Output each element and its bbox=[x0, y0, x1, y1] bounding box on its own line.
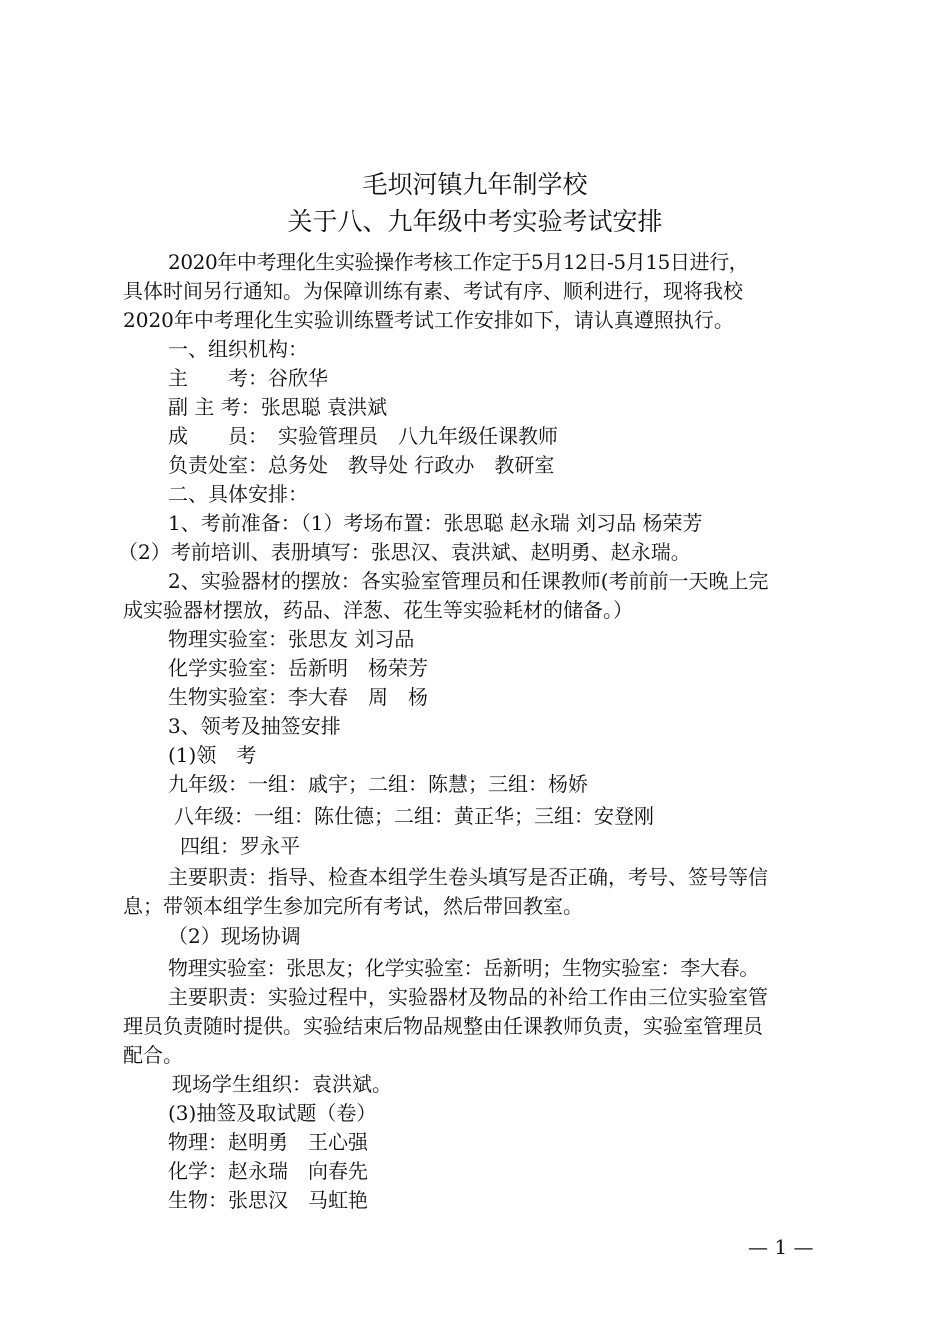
body-line-biology-lab: 生物实验室：李大春 周 杨 bbox=[168, 685, 428, 709]
body-line-lead-and-draw: 3、领考及抽签安排 bbox=[168, 714, 341, 738]
body-line-physics-lab: 物理实验室：张思友 刘习品 bbox=[168, 627, 415, 651]
section-heading-arrangement: 二、具体安排： bbox=[168, 482, 308, 506]
body-line-duties-4: 理员负责随时提供。实验结束后物品规整由任课教师负责，实验室管理员 bbox=[123, 1014, 763, 1038]
body-line-physics-staff: 物理：赵明勇 王心强 bbox=[168, 1130, 368, 1154]
body-line-deputy-examiner: 副 主 考：张思聪 袁洪斌 bbox=[168, 395, 388, 419]
document-title-line-2: 关于八、九年级中考实验考试安排 bbox=[287, 207, 663, 236]
body-line-equipment-2: 成实验器材摆放，药品、洋葱、花生等实验耗材的储备。） bbox=[123, 598, 633, 622]
document-title-line-1: 毛坝河镇九年制学校 bbox=[362, 170, 588, 199]
body-line-group-four: 四组：罗永平 bbox=[180, 834, 300, 858]
body-line-student-organization: 现场学生组织：袁洪斌。 bbox=[172, 1072, 392, 1096]
body-line-chemistry-staff: 化学：赵永瑞 向春先 bbox=[168, 1159, 368, 1183]
section-heading-organization: 一、组织机构： bbox=[168, 337, 308, 361]
body-line-members: 成 员： 实验管理员 八九年级任课教师 bbox=[168, 424, 558, 448]
body-line-1: 2020年中考理化生实验操作考核工作定于5月12日-5月15日进行， bbox=[168, 250, 749, 274]
body-line-grade-eight: 八年级：一组：陈仕德；二组：黄正华；三组：安登刚 bbox=[174, 804, 654, 828]
body-line-duties-5: 配合。 bbox=[123, 1043, 183, 1067]
body-line-chemistry-lab: 化学实验室：岳新明 杨荣芳 bbox=[168, 656, 428, 680]
body-line-equipment-1: 2、实验器材的摆放：各实验室管理员和任课教师(考前前一天晚上完 bbox=[168, 569, 769, 593]
body-line-duties-2: 息；带领本组学生参加完所有考试，然后带回教室。 bbox=[123, 894, 583, 918]
body-line-duties-1: 主要职责：指导、检查本组学生卷头填写是否正确，考号、签号等信 bbox=[168, 865, 768, 889]
body-line-lead-exam: (1)领 考 bbox=[168, 743, 257, 767]
page-number: — 1 — bbox=[748, 1235, 814, 1259]
body-line-preparation: 1、考前准备：（1）考场布置：张思聪 赵永瑞 刘习品 杨荣芳 bbox=[168, 511, 703, 535]
body-line-2: 具体时间另行通知。为保障训练有素、考试有序、顺利进行，现将我校 bbox=[123, 279, 743, 303]
body-line-duties-3: 主要职责：实验过程中，实验器材及物品的补给工作由三位实验室管 bbox=[168, 985, 768, 1009]
body-line-3: 2020年中考理化生实验训练暨考试工作安排如下，请认真遵照执行。 bbox=[123, 308, 734, 332]
body-line-onsite-coordination: （2）现场协调 bbox=[168, 924, 301, 948]
body-line-offices: 负责处室：总务处 教导处 行政办 教研室 bbox=[168, 453, 555, 477]
body-line-grade-nine: 九年级：一组：戚宇；二组：陈慧；三组：杨娇 bbox=[168, 772, 588, 796]
body-line-training: （2）考前培训、表册填写：张思汉、袁洪斌、赵明勇、赵永瑞。 bbox=[118, 540, 691, 564]
body-line-lab-coordinators: 物理实验室：张思友；化学实验室：岳新明；生物实验室：李大春。 bbox=[168, 956, 759, 980]
body-line-biology-staff: 生物：张思汉 马虹艳 bbox=[168, 1188, 368, 1212]
body-line-chief-examiner: 主 考：谷欣华 bbox=[168, 366, 328, 390]
body-line-draw-papers: (3)抽签及取试题（卷） bbox=[168, 1101, 377, 1125]
